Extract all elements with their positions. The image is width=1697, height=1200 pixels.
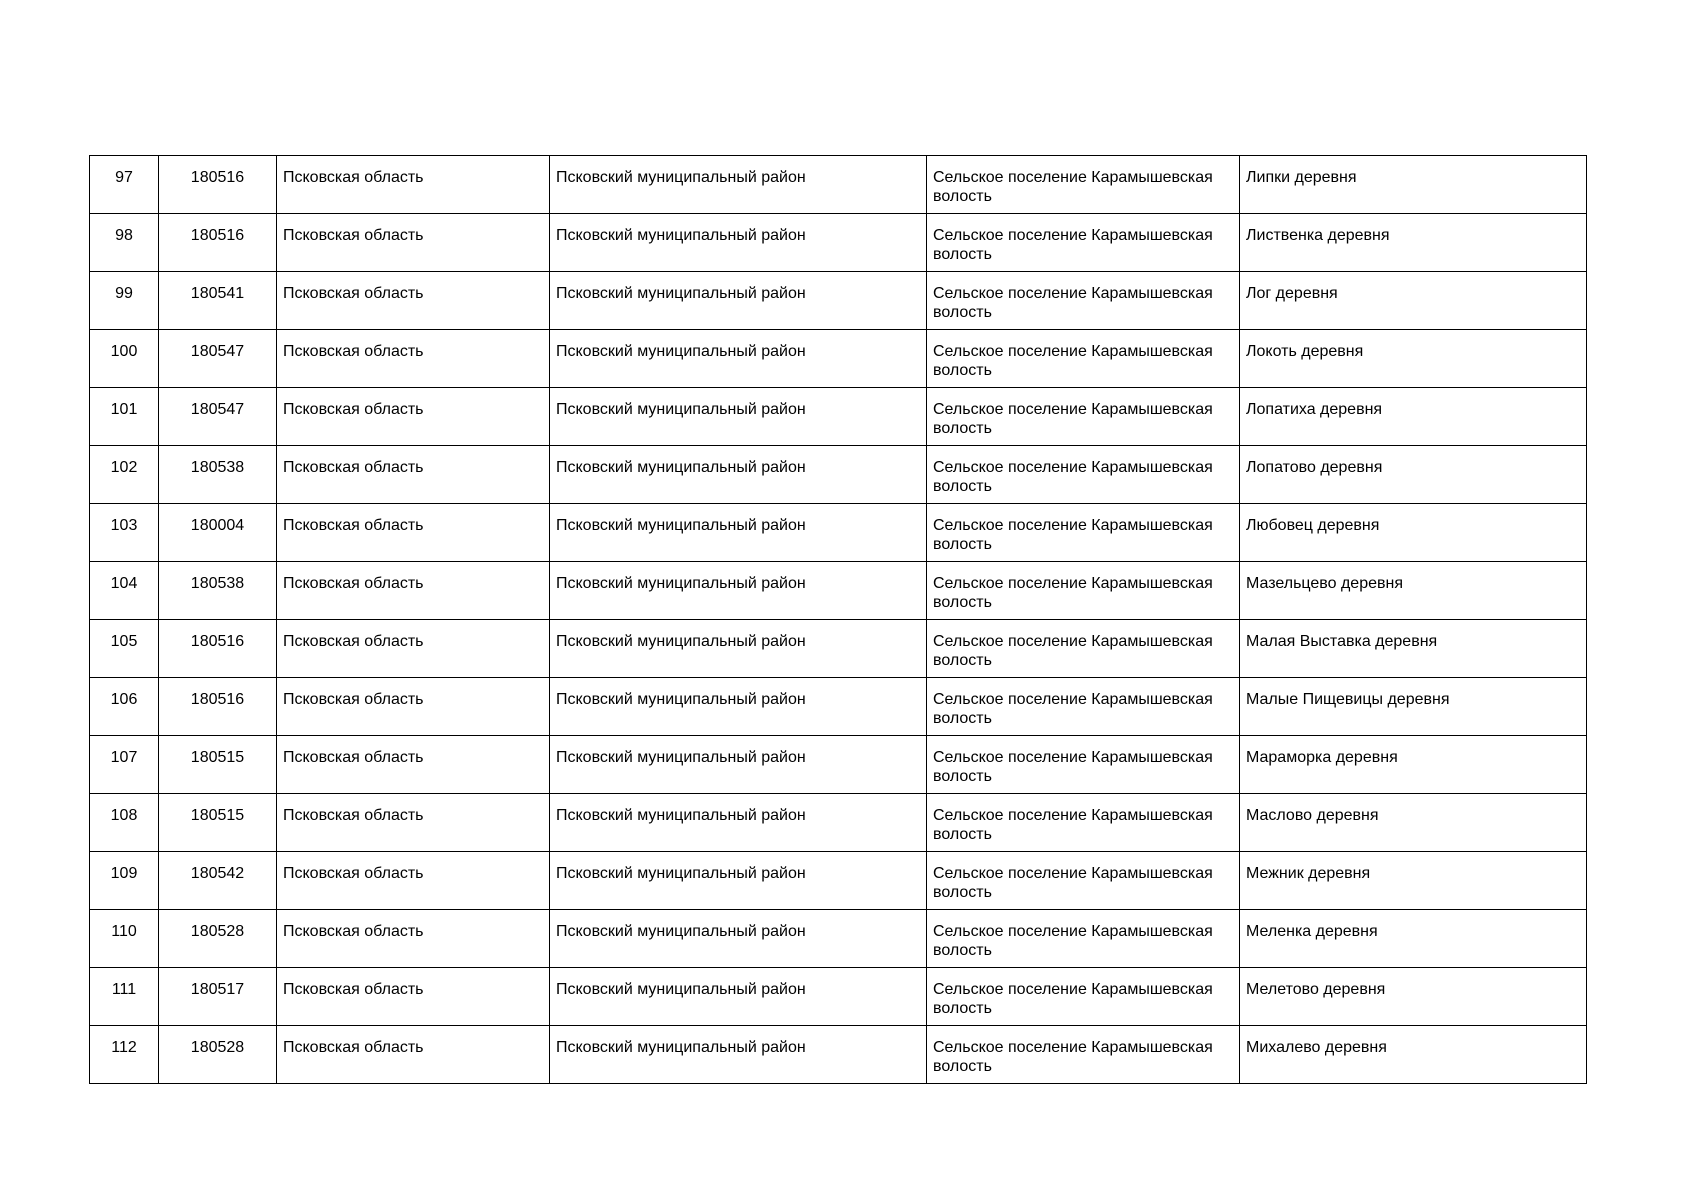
row-number-cell: 106 <box>90 678 159 736</box>
district-cell: Псковский муниципальный район <box>550 910 927 968</box>
row-number-cell: 100 <box>90 330 159 388</box>
region-cell: Псковская область <box>277 1026 550 1084</box>
district-cell: Псковский муниципальный район <box>550 620 927 678</box>
row-number-cell: 103 <box>90 504 159 562</box>
settlement-cell: Сельское поселение Карамышевская волость <box>927 1026 1240 1084</box>
settlement-cell: Сельское поселение Карамышевская волость <box>927 504 1240 562</box>
table-row <box>90 968 1587 1026</box>
region-cell: Псковская область <box>277 272 550 330</box>
settlement-cell: Сельское поселение Карамышевская волость <box>927 562 1240 620</box>
locality-cell: Лиственка деревня <box>1240 214 1587 272</box>
locality-cell: Мазельцево деревня <box>1240 562 1587 620</box>
region-cell: Псковская область <box>277 504 550 562</box>
district-cell: Псковский муниципальный район <box>550 562 927 620</box>
table-row <box>90 852 1587 910</box>
region-cell: Псковская область <box>277 388 550 446</box>
row-number-cell: 107 <box>90 736 159 794</box>
settlement-cell: Сельское поселение Карамышевская волость <box>927 446 1240 504</box>
district-cell: Псковский муниципальный район <box>550 968 927 1026</box>
table-row <box>90 388 1587 446</box>
settlement-cell: Сельское поселение Карамышевская волость <box>927 852 1240 910</box>
code-cell: 180538 <box>159 446 277 504</box>
settlement-cell: Сельское поселение Карамышевская волость <box>927 736 1240 794</box>
locality-cell: Малая Выставка деревня <box>1240 620 1587 678</box>
settlements-table <box>89 155 1587 1084</box>
row-number-cell: 98 <box>90 214 159 272</box>
table-row <box>90 910 1587 968</box>
settlement-cell: Сельское поселение Карамышевская волость <box>927 330 1240 388</box>
locality-cell: Михалево деревня <box>1240 1026 1587 1084</box>
table-row <box>90 620 1587 678</box>
row-number-cell: 105 <box>90 620 159 678</box>
table-row <box>90 562 1587 620</box>
code-cell: 180516 <box>159 620 277 678</box>
district-cell: Псковский муниципальный район <box>550 388 927 446</box>
district-cell: Псковский муниципальный район <box>550 678 927 736</box>
table-row <box>90 272 1587 330</box>
table-row <box>90 446 1587 504</box>
district-cell: Псковский муниципальный район <box>550 1026 927 1084</box>
row-number-cell: 109 <box>90 852 159 910</box>
district-cell: Псковский муниципальный район <box>550 156 927 214</box>
code-cell: 180516 <box>159 214 277 272</box>
locality-cell: Лопатиха деревня <box>1240 388 1587 446</box>
region-cell: Псковская область <box>277 678 550 736</box>
code-cell: 180516 <box>159 678 277 736</box>
code-cell: 180515 <box>159 736 277 794</box>
locality-cell: Меленка деревня <box>1240 910 1587 968</box>
code-cell: 180538 <box>159 562 277 620</box>
locality-cell: Липки деревня <box>1240 156 1587 214</box>
locality-cell: Любовец деревня <box>1240 504 1587 562</box>
locality-cell: Малые Пищевицы деревня <box>1240 678 1587 736</box>
table-row <box>90 156 1587 214</box>
table-row <box>90 504 1587 562</box>
district-cell: Псковский муниципальный район <box>550 214 927 272</box>
region-cell: Псковская область <box>277 446 550 504</box>
settlement-cell: Сельское поселение Карамышевская волость <box>927 678 1240 736</box>
code-cell: 180517 <box>159 968 277 1026</box>
code-cell: 180542 <box>159 852 277 910</box>
row-number-cell: 102 <box>90 446 159 504</box>
region-cell: Псковская область <box>277 736 550 794</box>
code-cell: 180528 <box>159 910 277 968</box>
locality-cell: Локоть деревня <box>1240 330 1587 388</box>
code-cell: 180515 <box>159 794 277 852</box>
table-row <box>90 1026 1587 1084</box>
district-cell: Псковский муниципальный район <box>550 736 927 794</box>
region-cell: Псковская область <box>277 620 550 678</box>
locality-cell: Мараморка деревня <box>1240 736 1587 794</box>
region-cell: Псковская область <box>277 562 550 620</box>
code-cell: 180516 <box>159 156 277 214</box>
locality-cell: Лопатово деревня <box>1240 446 1587 504</box>
district-cell: Псковский муниципальный район <box>550 794 927 852</box>
district-cell: Псковский муниципальный район <box>550 504 927 562</box>
locality-cell: Лог деревня <box>1240 272 1587 330</box>
settlement-cell: Сельское поселение Карамышевская волость <box>927 272 1240 330</box>
settlement-cell: Сельское поселение Карамышевская волость <box>927 388 1240 446</box>
locality-cell: Мелетово деревня <box>1240 968 1587 1026</box>
settlement-cell: Сельское поселение Карамышевская волость <box>927 968 1240 1026</box>
table-row <box>90 678 1587 736</box>
row-number-cell: 112 <box>90 1026 159 1084</box>
settlement-cell: Сельское поселение Карамышевская волость <box>927 910 1240 968</box>
settlement-cell: Сельское поселение Карамышевская волость <box>927 794 1240 852</box>
region-cell: Псковская область <box>277 794 550 852</box>
row-number-cell: 101 <box>90 388 159 446</box>
code-cell: 180547 <box>159 388 277 446</box>
code-cell: 180004 <box>159 504 277 562</box>
row-number-cell: 110 <box>90 910 159 968</box>
code-cell: 180528 <box>159 1026 277 1084</box>
code-cell: 180541 <box>159 272 277 330</box>
district-cell: Псковский муниципальный район <box>550 852 927 910</box>
table-row <box>90 330 1587 388</box>
region-cell: Псковская область <box>277 968 550 1026</box>
region-cell: Псковская область <box>277 910 550 968</box>
region-cell: Псковская область <box>277 852 550 910</box>
locality-cell: Маслово деревня <box>1240 794 1587 852</box>
settlement-cell: Сельское поселение Карамышевская волость <box>927 620 1240 678</box>
table-body <box>90 156 1587 1084</box>
settlement-cell: Сельское поселение Карамышевская волость <box>927 156 1240 214</box>
region-cell: Псковская область <box>277 214 550 272</box>
code-cell: 180547 <box>159 330 277 388</box>
table-row <box>90 214 1587 272</box>
region-cell: Псковская область <box>277 156 550 214</box>
district-cell: Псковский муниципальный район <box>550 272 927 330</box>
row-number-cell: 108 <box>90 794 159 852</box>
table-row <box>90 794 1587 852</box>
region-cell: Псковская область <box>277 330 550 388</box>
row-number-cell: 97 <box>90 156 159 214</box>
settlement-cell: Сельское поселение Карамышевская волость <box>927 214 1240 272</box>
locality-cell: Межник деревня <box>1240 852 1587 910</box>
row-number-cell: 104 <box>90 562 159 620</box>
district-cell: Псковский муниципальный район <box>550 446 927 504</box>
table-row <box>90 736 1587 794</box>
district-cell: Псковский муниципальный район <box>550 330 927 388</box>
row-number-cell: 99 <box>90 272 159 330</box>
row-number-cell: 111 <box>90 968 159 1026</box>
